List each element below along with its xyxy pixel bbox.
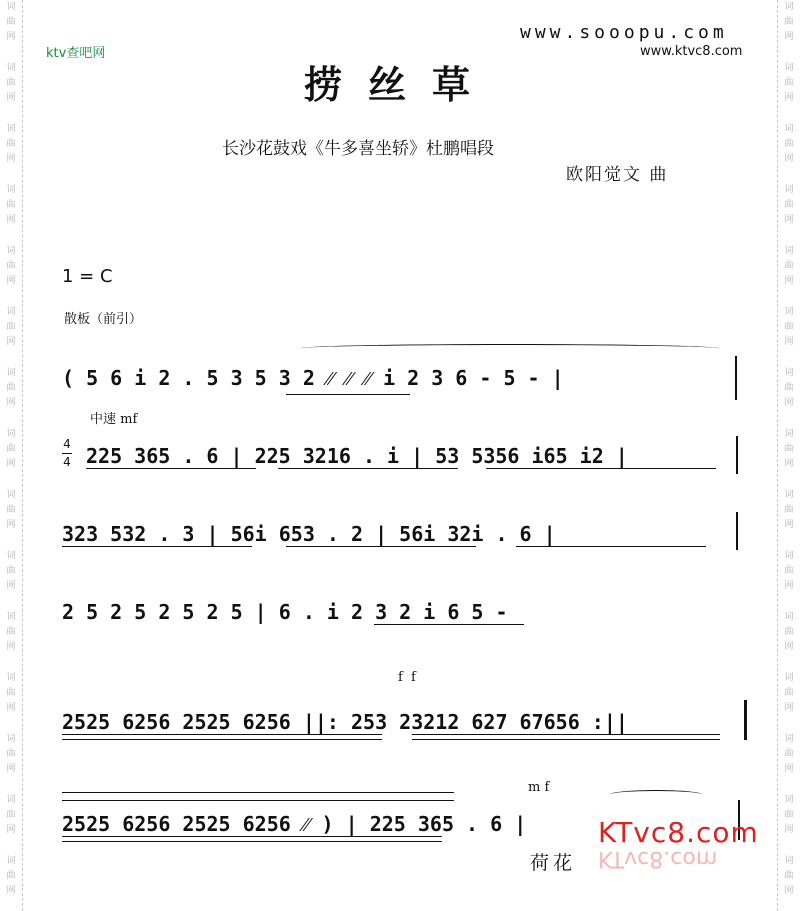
side-watermark-glyph: 曲	[6, 139, 16, 149]
side-watermark-glyph: 曲	[6, 200, 16, 210]
side-watermark-glyph: 曲	[6, 17, 16, 27]
side-watermark-glyph: 网	[6, 32, 16, 42]
side-watermark-glyph: 网	[6, 337, 16, 347]
side-watermark-glyph: 词	[784, 612, 794, 622]
side-watermark-glyph: 网	[784, 520, 794, 530]
time-signature	[62, 436, 72, 471]
site-url-sub: www.ktvc8.com	[640, 44, 743, 59]
side-watermark-glyph: 网	[6, 825, 16, 835]
side-watermark-glyph: 网	[784, 154, 794, 164]
barline	[736, 436, 738, 474]
dynamic-ff: f f	[398, 670, 418, 685]
side-watermark-glyph: 网	[784, 825, 794, 835]
repeat-end-barline	[744, 700, 747, 740]
side-watermark-glyph: 词	[6, 612, 16, 622]
side-watermark-glyph: 曲	[6, 627, 16, 637]
side-watermark-glyph: 词	[6, 734, 16, 744]
side-watermark-glyph: 网	[784, 886, 794, 896]
beam-underline	[86, 468, 256, 469]
side-watermark-glyph: 词	[6, 856, 16, 866]
side-watermark-glyph: 词	[6, 185, 16, 195]
side-watermark-glyph: 词	[6, 246, 16, 256]
side-watermark-glyph: 网	[784, 764, 794, 774]
side-watermark-glyph: 词	[784, 368, 794, 378]
left-watermark-strip	[0, 0, 23, 911]
side-watermark-glyph: 曲	[784, 17, 794, 27]
side-watermark-glyph: 网	[6, 886, 16, 896]
dynamic-mf: m f	[528, 780, 550, 795]
side-watermark-glyph: 词	[784, 795, 794, 805]
score-line-2: 225 365 . 6 | 225 3216 . i | 53 5356 i65 i2 |	[86, 444, 628, 468]
tie-line	[62, 800, 454, 801]
side-watermark-glyph: 网	[784, 398, 794, 408]
side-watermark-glyph: 词	[6, 368, 16, 378]
phrase-slur	[610, 790, 702, 799]
side-watermark-glyph: 网	[6, 215, 16, 225]
beam-underline	[286, 546, 476, 547]
side-watermark-glyph: 词	[784, 124, 794, 134]
beam-underline	[486, 468, 716, 469]
side-watermark-glyph: 网	[784, 215, 794, 225]
side-watermark-glyph: 曲	[6, 505, 16, 515]
side-watermark-glyph: 词	[6, 429, 16, 439]
side-watermark-glyph: 词	[784, 246, 794, 256]
side-watermark-glyph: 曲	[784, 444, 794, 454]
beam-underline	[516, 546, 706, 547]
side-watermark-glyph: 词	[6, 307, 16, 317]
side-watermark-glyph: 曲	[6, 444, 16, 454]
tempo-mid-marking: 中速 mf	[90, 412, 138, 427]
side-watermark-glyph: 曲	[6, 78, 16, 88]
side-watermark-glyph: 网	[6, 642, 16, 652]
side-watermark-glyph: 网	[784, 642, 794, 652]
beam-underline-double	[412, 739, 720, 740]
site-url-top: www.sooopu.com	[520, 22, 728, 43]
side-watermark-glyph: 词	[784, 490, 794, 500]
side-watermark-glyph: 网	[6, 581, 16, 591]
barline	[735, 356, 737, 400]
brand-watermark-left: ktv查吧网	[46, 46, 106, 61]
side-watermark-glyph: 曲	[6, 810, 16, 820]
song-title: 捞丝草	[303, 62, 496, 107]
tie-line	[62, 792, 454, 793]
side-watermark-glyph: 词	[784, 673, 794, 683]
side-watermark-glyph: 曲	[784, 566, 794, 576]
side-watermark-glyph: 曲	[784, 749, 794, 759]
side-watermark-glyph: 词	[784, 185, 794, 195]
side-watermark-glyph: 曲	[6, 383, 16, 393]
side-watermark-glyph: 网	[6, 703, 16, 713]
side-watermark-glyph: 曲	[6, 749, 16, 759]
beam-underline	[62, 836, 442, 837]
side-watermark-glyph: 词	[6, 795, 16, 805]
composer-credit: 欧阳觉文 曲	[566, 165, 669, 185]
side-watermark-glyph: 词	[784, 734, 794, 744]
side-watermark-glyph: 词	[6, 673, 16, 683]
score-line-6: 2525 6256 2525 6256 ⁄⁄ ) | 225 365 . 6 |	[62, 812, 527, 836]
side-watermark-glyph: 网	[6, 764, 16, 774]
side-watermark-glyph: 曲	[784, 688, 794, 698]
side-watermark-glyph: 网	[784, 337, 794, 347]
side-watermark-glyph: 曲	[784, 505, 794, 515]
side-watermark-glyph: 网	[6, 93, 16, 103]
side-watermark-glyph: 曲	[784, 810, 794, 820]
beam-underline	[62, 734, 382, 735]
side-watermark-glyph: 词	[6, 551, 16, 561]
side-watermark-glyph: 网	[784, 703, 794, 713]
side-watermark-glyph: 曲	[784, 322, 794, 332]
side-watermark-glyph: 网	[784, 459, 794, 469]
side-watermark-glyph: 词	[6, 124, 16, 134]
side-watermark-glyph: 网	[6, 154, 16, 164]
side-watermark-glyph: 网	[784, 276, 794, 286]
side-watermark-glyph: 网	[784, 93, 794, 103]
beam-underline	[286, 394, 410, 395]
beam-underline-double	[62, 739, 382, 740]
score-line-3: 323 532 . 3 | 56i 653 . 2 | 56i 32i . 6 |	[62, 522, 556, 546]
side-watermark-glyph: 网	[784, 581, 794, 591]
lyric-text: 荷花	[530, 852, 577, 874]
right-watermark-strip	[777, 0, 800, 911]
side-watermark-glyph: 曲	[6, 261, 16, 271]
side-watermark-glyph: 曲	[784, 139, 794, 149]
beam-underline-double	[62, 841, 442, 842]
side-watermark-glyph: 词	[784, 551, 794, 561]
key-signature: 1 = C	[62, 266, 113, 287]
side-watermark-glyph: 网	[6, 520, 16, 530]
side-watermark-glyph: 网	[6, 398, 16, 408]
side-watermark-glyph: 网	[784, 32, 794, 42]
side-watermark-glyph: 曲	[784, 627, 794, 637]
score-line-1: ( 5 6 i 2 . 5 3 5 3 2 ⁄⁄ ⁄⁄ ⁄⁄ i 2 3 6 - 5 - |	[62, 366, 564, 390]
side-watermark-glyph: 词	[6, 2, 16, 12]
side-watermark-glyph: 曲	[6, 322, 16, 332]
ktvc8-logo-reflection: KTvc8.com	[598, 846, 718, 871]
side-watermark-glyph: 词	[784, 429, 794, 439]
side-watermark-glyph: 词	[6, 490, 16, 500]
side-watermark-glyph: 曲	[784, 200, 794, 210]
side-watermark-glyph: 曲	[784, 871, 794, 881]
side-watermark-glyph: 词	[784, 856, 794, 866]
ktvc8-logo-watermark: KTvc8.com	[598, 816, 759, 849]
beam-underline	[62, 546, 252, 547]
side-watermark-glyph: 词	[784, 63, 794, 73]
time-signature-top: 4	[63, 437, 71, 451]
side-watermark-glyph: 曲	[6, 871, 16, 881]
side-watermark-glyph: 曲	[6, 566, 16, 576]
side-watermark-glyph: 网	[6, 276, 16, 286]
beam-underline	[278, 468, 458, 469]
beam-underline	[374, 624, 524, 625]
time-signature-bottom: 4	[63, 455, 71, 469]
side-watermark-glyph: 曲	[6, 688, 16, 698]
side-watermark-glyph: 网	[6, 459, 16, 469]
side-watermark-glyph: 词	[784, 2, 794, 12]
side-watermark-glyph: 曲	[784, 383, 794, 393]
tempo-free-marking: 散板（前引）	[64, 312, 143, 327]
beam-underline	[412, 734, 720, 735]
score-line-5: 2525 6256 2525 6256 ||: 253 23212 627 67656 :||	[62, 710, 628, 734]
barline	[736, 512, 738, 550]
side-watermark-glyph: 曲	[784, 78, 794, 88]
phrase-slur	[300, 344, 720, 353]
side-watermark-glyph: 曲	[784, 261, 794, 271]
side-watermark-glyph: 词	[6, 63, 16, 73]
side-watermark-glyph: 词	[784, 307, 794, 317]
song-subtitle: 长沙花鼓戏《牛多喜坐轿》杜鹏唱段	[222, 139, 494, 159]
score-line-4: 2 5 2 5 2 5 2 5 | 6 . i 2 3 2 i 6 5 -	[62, 600, 508, 624]
